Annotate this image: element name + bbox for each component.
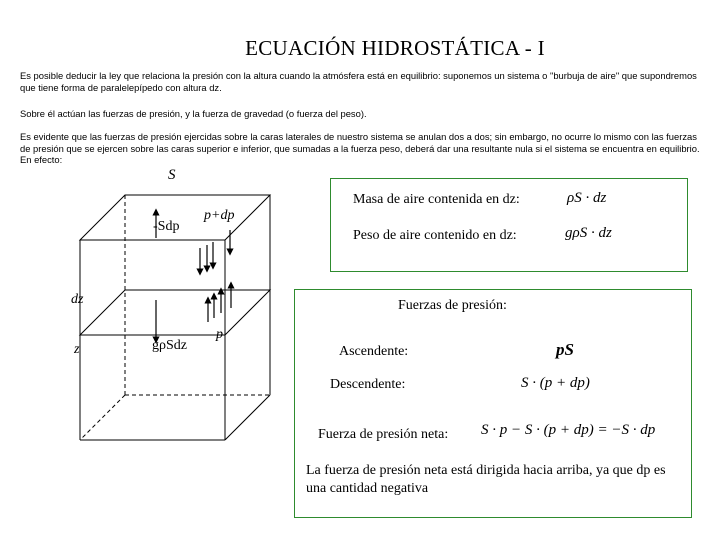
ascending-label: Ascendente: <box>339 344 409 359</box>
bottom-right-edge <box>225 395 270 440</box>
descending-label: Descendente: <box>330 377 406 392</box>
conclusion-text: La fuerza de presión neta está dirigida hacia arriba, ya que dp es una cantidad negativa <box>306 463 666 496</box>
net-force-label: Fuerza de presión neta: <box>318 427 449 442</box>
net-force-formula: S · p − S · (p + dp) = −S · dp <box>481 422 656 438</box>
label-dz: dz <box>71 292 84 307</box>
label-weight: gρSdz <box>152 338 187 353</box>
page-title: ECUACIÓN HIDROSTÁTICA - I <box>245 36 545 60</box>
label-sdp: -Sdp <box>153 219 180 234</box>
label-p: p <box>216 327 223 342</box>
dz-face <box>80 290 270 335</box>
forces-paragraph: Sobre él actúan las fuerzas de presión, y la fuerza de gravedad (o fuerza del peso). <box>20 108 367 119</box>
label-z: z <box>74 342 80 357</box>
mass-formula: ρS · dz <box>567 190 607 206</box>
label-pdp: p+dp <box>204 208 235 223</box>
hidden-diagonal-edge <box>80 395 125 440</box>
mass-label: Masa de aire contenida en dz: <box>353 192 520 207</box>
intro-paragraph: Es posible deducir la ley que relaciona la presión con la altura cuando la atmósfera está en equilibrio: suponemos un sistema o "burbuja de aire" que supondremos que tiene forma de paralelepípedo con altura dz. <box>20 70 697 93</box>
equilibrium-paragraph: Es evidente que las fuerzas de presión ejercidas sobre la caras laterales de nuestro sistema se anulan dos a dos; sin embargo, no ocurre lo mismo con las fuerzas de presión que se ejercen sobre las caras superior e inferior, que sumadas a la fuerza peso, deberá dar una resultante nula si el sistema se encuentra en equilibrio. En efecto: <box>20 131 700 165</box>
label-s: S <box>168 167 176 183</box>
descending-formula: S · (p + dp) <box>521 375 590 391</box>
weight-label: Peso de aire contenido en dz: <box>353 228 517 243</box>
ascending-formula: pS <box>556 340 574 359</box>
weight-formula: gρS · dz <box>565 225 612 241</box>
pressure-heading: Fuerzas de presión: <box>398 298 507 313</box>
